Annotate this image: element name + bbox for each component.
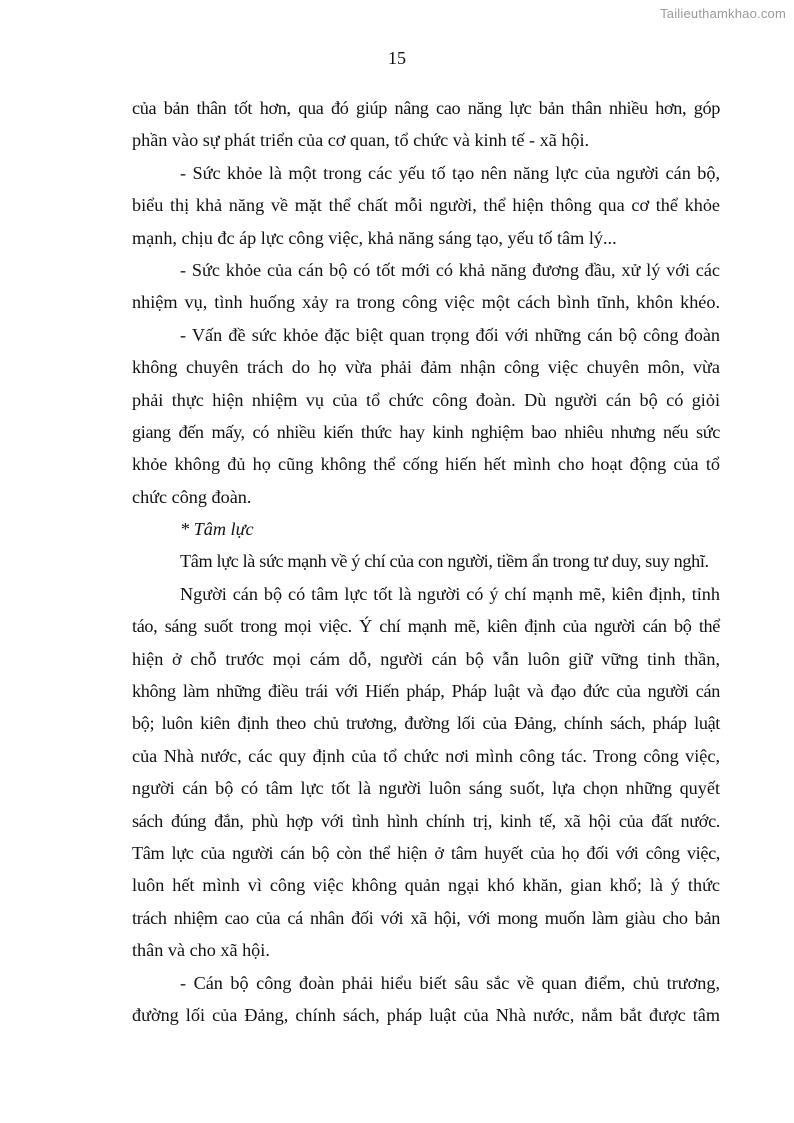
text-line: của Nhà nước, các quy định của tổ chức nơi mình công tác. Trong công việc, <box>132 745 720 766</box>
text-line: phải thực hiện nhiệm vụ của tổ chức công đoàn. Dù người cán bộ có giỏi <box>132 389 720 410</box>
text-line: chức công đoàn. <box>132 486 252 507</box>
text-line: biểu thị khả năng về mặt thể chất mỗi người, thể hiện thông qua cơ thể khỏe <box>132 195 720 216</box>
text-line: táo, sáng suốt trong mọi việc. Ý chí mạnh mẽ, kiên định của người cán bộ thể <box>132 616 720 637</box>
text-line: trách nhiệm cao của cá nhân đối với xã hội, với mong muốn làm giàu cho bản <box>132 907 720 928</box>
text-line: - Sức khỏe của cán bộ có tốt mới có khả năng đương đầu, xử lý với các <box>180 259 720 280</box>
section-heading: * Tâm lực <box>180 519 254 540</box>
text-line: hiện ở chỗ trước mọi cám dỗ, người cán bộ vẫn luôn giữ vững tinh thần, <box>132 648 720 669</box>
text-line: - Sức khỏe là một trong các yếu tố tạo nên năng lực của người cán bộ, <box>180 162 720 183</box>
text-line: Người cán bộ có tâm lực tốt là người có ý chí mạnh mẽ, kiên định, tỉnh <box>180 583 720 604</box>
text-line: không làm những điều trái với Hiến pháp, Pháp luật và đạo đức của người cán <box>132 681 720 702</box>
text-line: khỏe không đủ họ cũng không thể cống hiến hết mình cho hoạt động của tổ <box>132 454 720 475</box>
text-line: đường lối của Đảng, chính sách, pháp luật của Nhà nước, nắm bắt được tâm <box>132 1004 720 1025</box>
text-line: luôn hết mình vì công việc không quản ngại khó khăn, gian khổ; là ý thức <box>132 875 720 896</box>
text-line: - Cán bộ công đoàn phải hiểu biết sâu sắc về quan điểm, chủ trương, <box>180 972 720 993</box>
text-line: bộ; luôn kiên định theo chủ trương, đường lối của Đảng, chính sách, pháp luật <box>132 713 720 734</box>
text-line: mạnh, chịu đc áp lực công việc, khả năng sáng tạo, yếu tố tâm lý... <box>132 227 617 248</box>
text-line: người cán bộ có tâm lực tốt là người luôn sáng suốt, lựa chọn những quyết <box>132 778 720 799</box>
text-line: của bản thân tốt hơn, qua đó giúp nâng cao năng lực bản thân nhiều hơn, góp <box>132 98 720 118</box>
text-line: giang đến mấy, có nhiều kiến thức hay kinh nghiệm bao nhiêu nhưng nếu sức <box>132 421 720 442</box>
text-line: - Vấn đề sức khỏe đặc biệt quan trọng đối với những cán bộ công đoàn <box>180 324 720 345</box>
watermark: Tailieuthamkhao.com <box>660 6 786 21</box>
text-line: phần vào sự phát triển của cơ quan, tổ chức và kinh tế - xã hội. <box>132 130 590 151</box>
text-line: không chuyên trách do họ vừa phải đảm nhận công việc chuyên môn, vừa <box>132 357 720 378</box>
text-line: thân và cho xã hội. <box>132 940 270 961</box>
page-number: 15 <box>388 48 406 68</box>
document-body <box>132 92 720 1031</box>
text-line: Tâm lực của người cán bộ còn thể hiện ở tâm huyết của họ đối với công việc, <box>132 842 720 863</box>
text-line: sách đúng đắn, phù hợp với tình hình chính trị, kinh tế, xã hội của đất nước. <box>132 810 720 831</box>
text-line: Tâm lực là sức mạnh về ý chí của con người, tiềm ẩn trong tư duy, suy nghĩ. <box>180 551 709 572</box>
text-line: nhiệm vụ, tình huống xảy ra trong công việc một cách bình tĩnh, khôn khéo. <box>132 292 720 313</box>
